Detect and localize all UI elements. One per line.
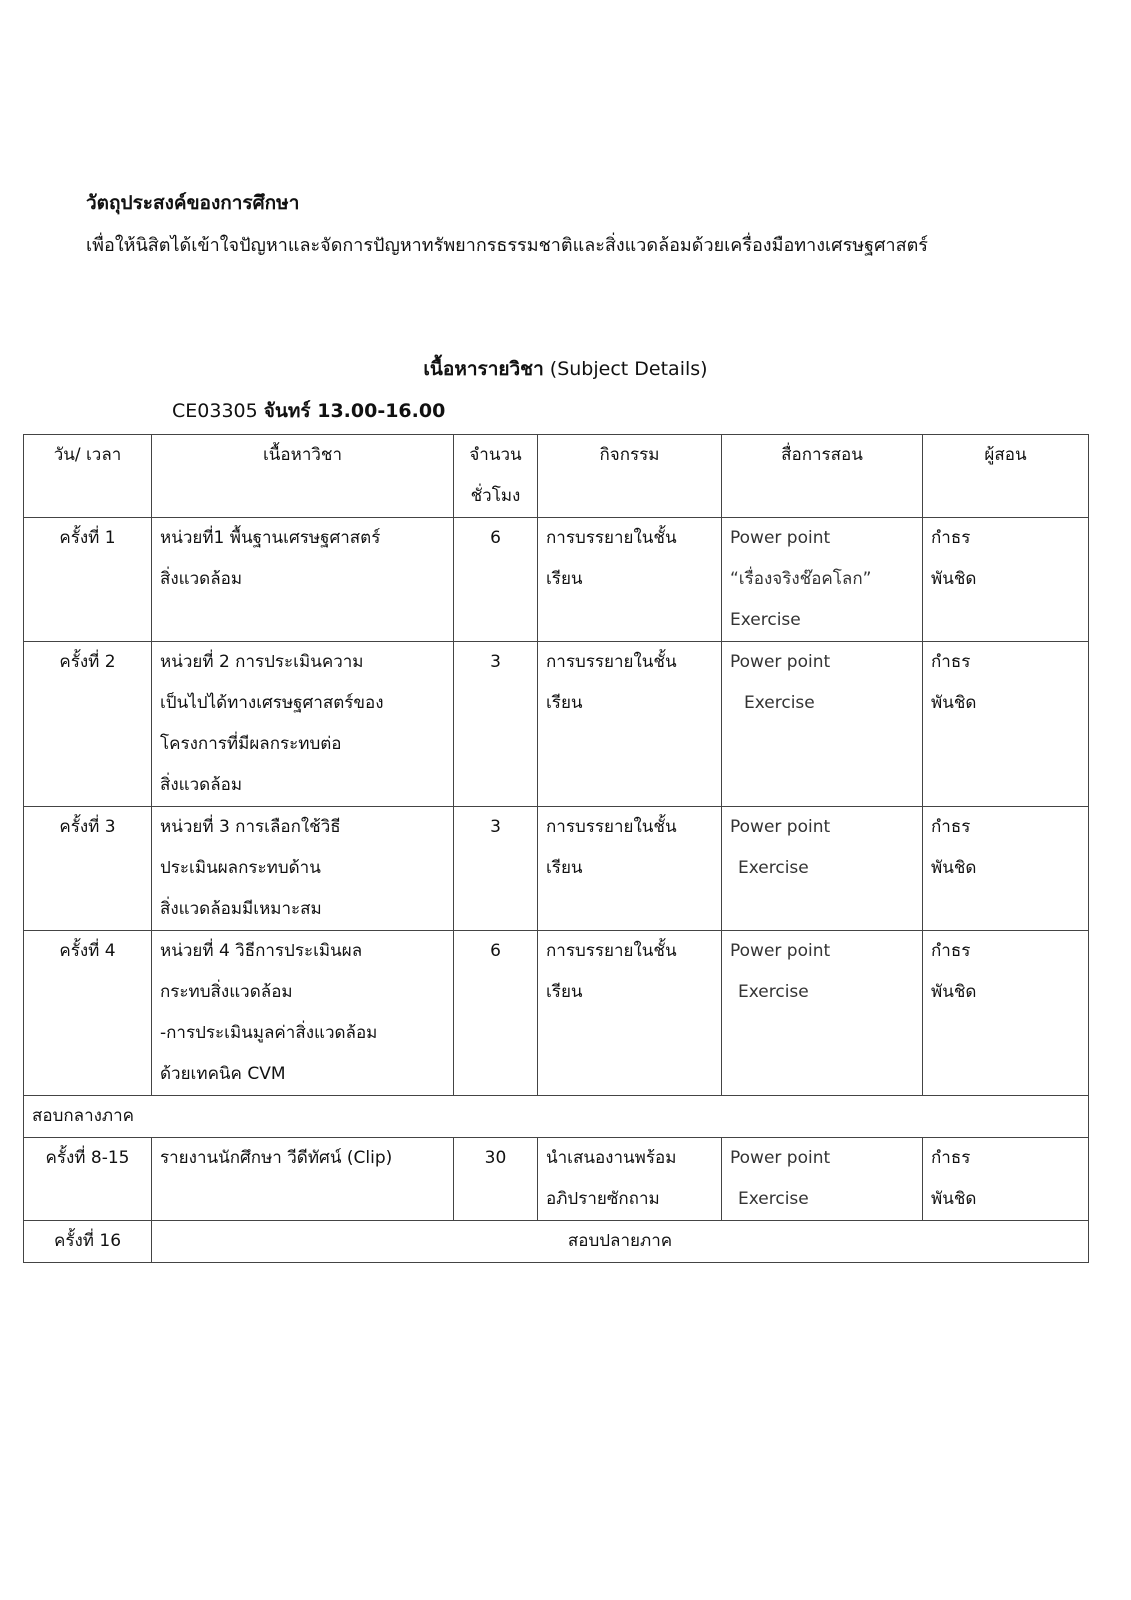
header-hours: จำนวนชั่วโมง xyxy=(454,435,538,518)
content-line: โครงการที่มีผลกระทบต่อ xyxy=(160,734,342,754)
subject-title xyxy=(0,354,1131,384)
content-cell xyxy=(152,642,454,807)
hours-cell: 3 xyxy=(454,807,538,931)
content-cell: รายงานนักศึกษา วีดีทัศน์ (Clip) xyxy=(152,1138,454,1221)
table-row xyxy=(24,518,1089,642)
media-line: Exercise xyxy=(738,982,809,1002)
instructor-line: พันชิด xyxy=(931,1189,977,1209)
content-line: หน่วยที่ 4 วิธีการประเมินผล xyxy=(160,941,363,961)
instructor-line: พันชิด xyxy=(931,858,977,878)
content-line: -การประเมินมูลค่าสิ่งแวดล้อม xyxy=(160,1023,378,1043)
course-line xyxy=(172,396,445,426)
instructor-cell xyxy=(923,807,1089,931)
schedule-table xyxy=(23,434,1089,1263)
content-line: กระทบสิ่งแวดล้อม xyxy=(160,982,293,1002)
course-code: CE03305 xyxy=(172,400,258,422)
media-cell xyxy=(722,807,923,931)
table-row xyxy=(24,642,1089,807)
media-cell xyxy=(722,1138,923,1221)
header-activity: กิจกรรม xyxy=(538,435,722,518)
session-cell: ครั้งที่ 8-15 xyxy=(24,1138,152,1221)
objectives-text: เพื่อให้นิสิตได้เข้าใจปัญหาและจัดการปัญหาทรัพยากรธรรมชาติและสิ่งแวดล้อมด้วยเครื่องมือทางเศรษฐศาสตร์ xyxy=(86,235,928,256)
media-cell xyxy=(722,518,923,642)
midterm-row xyxy=(24,1096,1089,1138)
media-line: “เรื่องจริงช๊อคโลก” xyxy=(730,569,872,589)
table-header-row xyxy=(24,435,1089,518)
hours-cell: 6 xyxy=(454,518,538,642)
content-line: หน่วยที่ 2 การประเมินความ xyxy=(160,652,364,672)
activity-cell: การบรรยายในชั้นเรียน xyxy=(538,807,722,931)
instructor-line: กำธร xyxy=(931,528,971,548)
content-line: หน่วยที่ 3 การเลือกใช้วิธี xyxy=(160,817,341,837)
session-cell: ครั้งที่ 2 xyxy=(24,642,152,807)
activity-cell: การบรรยายในชั้นเรียน xyxy=(538,518,722,642)
instructor-line: กำธร xyxy=(931,817,971,837)
media-line: Power point xyxy=(730,652,831,672)
midterm-cell: สอบกลางภาค xyxy=(24,1096,1089,1138)
content-cell xyxy=(152,931,454,1096)
session-cell: ครั้งที่ 3 xyxy=(24,807,152,931)
content-line: ประเมินผลกระทบด้าน xyxy=(160,858,321,878)
hours-cell: 6 xyxy=(454,931,538,1096)
media-cell xyxy=(722,642,923,807)
activity-cell: การบรรยายในชั้นเรียน xyxy=(538,642,722,807)
media-line: Power point xyxy=(730,1148,831,1168)
instructor-line: พันชิด xyxy=(931,693,977,713)
media-line: Power point xyxy=(730,528,831,548)
content-line: สิ่งแวดล้อมมีเหมาะสม xyxy=(160,899,322,919)
content-line: สิ่งแวดล้อม xyxy=(160,775,243,795)
session-cell: ครั้งที่ 16 xyxy=(24,1221,152,1263)
instructor-line: พันชิด xyxy=(931,569,977,589)
subject-title-th: เนื้อหารายวิชา xyxy=(423,358,544,380)
media-line: Exercise xyxy=(738,1189,809,1209)
hours-cell: 30 xyxy=(454,1138,538,1221)
media-line: Exercise xyxy=(744,693,815,713)
activity-cell: นำเสนองานพร้อมอภิปรายซักถาม xyxy=(538,1138,722,1221)
instructor-cell xyxy=(923,642,1089,807)
media-cell xyxy=(722,931,923,1096)
content-cell xyxy=(152,518,454,642)
objectives-heading: วัตถุประสงค์ของการศึกษา xyxy=(86,192,300,214)
instructor-line: กำธร xyxy=(931,1148,971,1168)
instructor-line: พันชิด xyxy=(931,982,977,1002)
header-session: วัน/ เวลา xyxy=(24,435,152,518)
final-exam-cell: สอบปลายภาค xyxy=(152,1221,1089,1263)
media-line: Exercise xyxy=(730,610,801,630)
hours-cell: 3 xyxy=(454,642,538,807)
table-row xyxy=(24,931,1089,1096)
content-line: เป็นไปได้ทางเศรษฐศาสตร์ของ xyxy=(160,693,384,713)
activity-cell: การบรรยายในชั้นเรียน xyxy=(538,931,722,1096)
content-line: สิ่งแวดล้อม xyxy=(160,569,243,589)
instructor-cell xyxy=(923,518,1089,642)
instructor-cell xyxy=(923,1138,1089,1221)
media-line: Power point xyxy=(730,817,831,837)
instructor-line: กำธร xyxy=(931,652,971,672)
final-row xyxy=(24,1221,1089,1263)
session-cell: ครั้งที่ 4 xyxy=(24,931,152,1096)
content-cell xyxy=(152,807,454,931)
content-line: ด้วยเทคนิค CVM xyxy=(160,1064,286,1084)
instructor-line: กำธร xyxy=(931,941,971,961)
subject-title-en: (Subject Details) xyxy=(549,358,708,380)
header-instructor: ผู้สอน xyxy=(923,435,1089,518)
media-line: Exercise xyxy=(738,858,809,878)
media-line: Power point xyxy=(730,941,831,961)
content-line: หน่วยที่1 พื้นฐานเศรษฐศาสตร์ xyxy=(160,528,381,548)
course-time: จันทร์ 13.00-16.00 xyxy=(263,400,446,422)
header-media: สื่อการสอน xyxy=(722,435,923,518)
session-cell: ครั้งที่ 1 xyxy=(24,518,152,642)
table-row xyxy=(24,1138,1089,1221)
header-content: เนื้อหาวิชา xyxy=(152,435,454,518)
instructor-cell xyxy=(923,931,1089,1096)
table-row xyxy=(24,807,1089,931)
